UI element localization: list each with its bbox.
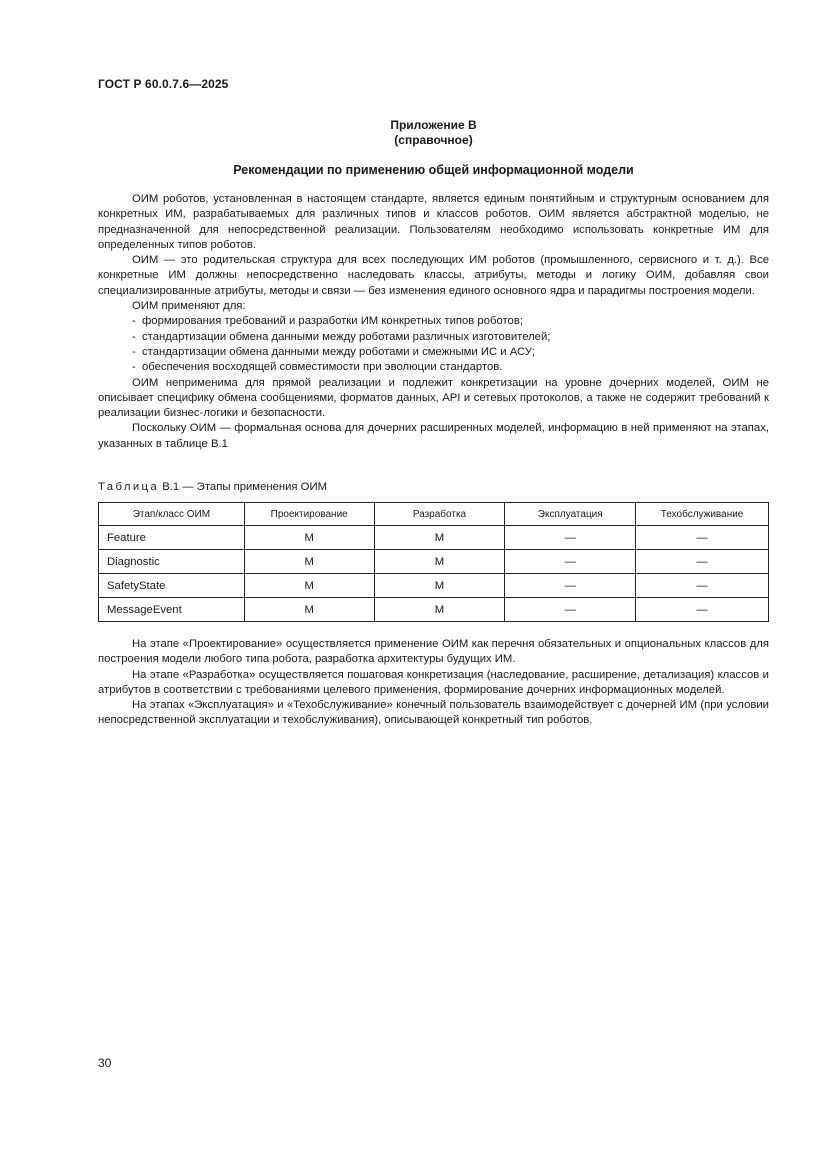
stages-table <box>98 502 769 622</box>
table-cell: — <box>636 550 769 574</box>
list-item: - обеспечения восходящей совместимости при эволюции стандартов. <box>132 360 769 375</box>
table-cell: — <box>505 598 636 622</box>
table-cell: M <box>374 574 505 598</box>
paragraph: ОИМ неприменима для прямой реализации и подлежит конкретизации на уровне дочерних моделей, ОИМ не описывает специфику обмена сообщениями, форматов данных, API и сетевых протоколов, а также не содержит требований к реализации бизнес-логики и безопасности. <box>98 376 769 420</box>
document-code: ГОСТ Р 60.0.7.6—2025 <box>98 77 229 91</box>
table-cell: — <box>636 598 769 622</box>
table-cell: — <box>505 526 636 550</box>
column-header: Техобслуживание <box>636 503 769 526</box>
list-item: - стандартизации обмена данными между роботами различных изготовителей; <box>132 330 769 345</box>
table-cell: Diagnostic <box>99 550 245 574</box>
table-cell: M <box>374 526 505 550</box>
table-cell: SafetyState <box>99 574 245 598</box>
column-header: Проектирование <box>244 503 374 526</box>
table-cell: Feature <box>99 526 245 550</box>
page-number: 30 <box>98 1056 112 1070</box>
table-cell: M <box>244 526 374 550</box>
annex-title: Приложение В <box>390 118 477 132</box>
table-cell: MessageEvent <box>99 598 245 622</box>
table-row <box>99 598 769 622</box>
column-header: Эксплуатация <box>505 503 636 526</box>
table-caption-prefix: Таблица <box>98 481 160 493</box>
column-header: Этап/класс ОИМ <box>99 503 245 526</box>
table-row <box>99 550 769 574</box>
table-caption <box>98 481 327 493</box>
paragraph: Поскольку ОИМ — формальная основа для дочерних расширенных моделей, информацию в ней применяют на этапах, указанных в таблице В.1 <box>98 422 769 450</box>
table-header-row <box>99 503 769 526</box>
table-caption-text: В.1 — Этапы применения ОИМ <box>162 481 327 493</box>
table-row <box>99 574 769 598</box>
table-cell: — <box>636 574 769 598</box>
table-cell: M <box>374 550 505 574</box>
table-cell: M <box>244 550 374 574</box>
paragraph: На этапе «Проектирование» осуществляется применение ОИМ как перечня обязательных и опциональных классов для построения модели любого типа робота, разработка архитектуры будущих ИМ. <box>98 638 769 666</box>
paragraph: На этапах «Эксплуатация» и «Техобслуживание» конечный пользователь взаимодействует с дочерней ИМ (при условии непосредственной эксплуатации и техобслуживания), описывающей конкретный тип роботов. <box>98 699 769 727</box>
column-header: Разработка <box>374 503 505 526</box>
annex-kind: (справочное) <box>394 133 473 147</box>
list-item: - стандартизации обмена данными между роботами и смежными ИС и АСУ; <box>132 345 769 360</box>
table-cell: M <box>244 574 374 598</box>
table-cell: M <box>374 598 505 622</box>
table-cell: M <box>244 598 374 622</box>
paragraph: ОИМ роботов, установленная в настоящем стандарте, является единым понятийным и структурным основанием для конкретных ИМ, разрабатываемых для различных типов и классов роботов. ОИМ является абстрактной моделью, не предназначенной для непосредственной реализации. Пользователям необходимо использовать конкретные ИМ для определенных типов роботов. <box>98 193 769 251</box>
annex-heading: Рекомендации по применению общей информационной модели <box>233 163 634 177</box>
table-cell: — <box>636 526 769 550</box>
uses-list <box>98 314 769 375</box>
list-item: - формирования требований и разработки ИМ конкретных типов роботов; <box>132 314 769 329</box>
table-cell: — <box>505 550 636 574</box>
paragraph: ОИМ применяют для: <box>132 300 246 313</box>
table-cell: — <box>505 574 636 598</box>
table-row <box>99 526 769 550</box>
paragraph: ОИМ — это родительская структура для всех последующих ИМ роботов (промышленного, сервисного и т. д.). Все конкретные ИМ должны непосредственно наследовать классы, атрибуты, методы и логику ОИМ, добавляя свои специализированные атрибуты, методы и связи — без изменения единого основного ядра и парадигмы построения модели. <box>98 254 769 297</box>
paragraph: На этапе «Разработка» осуществляется пошаговая конкретизация (наследование, расширение, детализация) классов и атрибутов в соответствии с требованиями целевого применения, формирование дочерних информационных моделей. <box>98 668 769 696</box>
annex-body-bottom <box>98 637 769 729</box>
annex-body-top <box>98 192 769 452</box>
